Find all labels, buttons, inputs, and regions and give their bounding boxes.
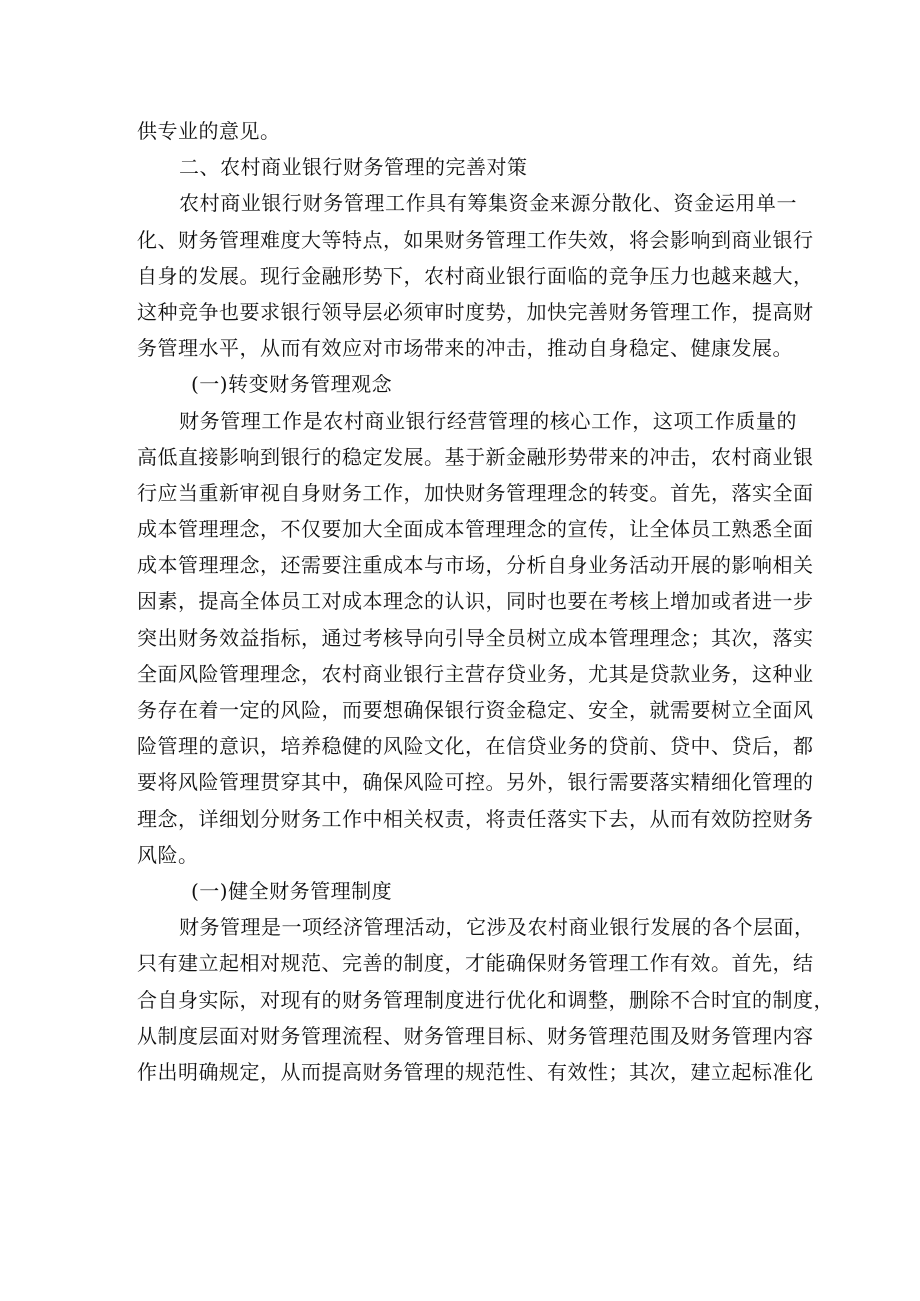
section-heading: 二、农村商业银行财务管理的完善对策 (179, 155, 528, 180)
text-line: 全面风险管理理念，农村商业银行主营存贷业务，尤其是贷款业务，这种业 (137, 661, 814, 686)
text-line: 成本管理理念，还需要注重成本与市场，分析自身业务活动开展的影响相关 (137, 553, 814, 578)
text-line: 要将风险管理贯穿其中，确保风险可控。另外，银行需要落实精细化管理的 (137, 770, 814, 795)
text-line: 财务管理工作是农村商业银行经营管理的核心工作，这项工作质量的 (179, 408, 797, 433)
text-line: 成本管理理念，不仅要加大全面成本管理理念的宣传，让全体员工熟悉全面 (137, 517, 814, 542)
text-line: 行应当重新审视自身财务工作，加快财务管理理念的转变。首先，落实全面 (137, 480, 814, 505)
text-line: 因素，提高全体员工对成本理念的认识，同时也要在考核上增加或者进一步 (137, 589, 814, 614)
text-line: 农村商业银行财务管理工作具有筹集资金来源分散化、资金运用单一 (179, 191, 797, 216)
text-line: 作出明确规定，从而提高财务管理的规范性、有效性；其次，建立起标准化 (137, 1059, 814, 1084)
text-line: 务管理水平，从而有效应对市场带来的冲击，推动自身稳定、健康发展。 (137, 336, 793, 361)
text-line: 自身的发展。现行金融形势下，农村商业银行面临的竞争压力也越来越大， (137, 263, 814, 288)
text-line: 从制度层面对财务管理流程、财务管理目标、财务管理范围及财务管理内容 (137, 1023, 814, 1048)
subsection-heading: (一)转变财务管理观念 (191, 372, 393, 397)
text-line: 险管理的意识，培养稳健的风险文化，在信贷业务的贷前、贷中、贷后，都 (137, 734, 814, 759)
subsection-heading: (一)健全财务管理制度 (191, 878, 393, 903)
document-page (137, 113, 834, 1090)
text-line: 风险。 (137, 842, 199, 867)
text-line: 化、财务管理难度大等特点，如果财务管理工作失效，将会影响到商业银行 (137, 227, 814, 252)
text-line: 突出财务效益指标，通过考核导向引导全员树立成本管理理念；其次，落实 (137, 625, 814, 650)
text-line: 这种竞争也要求银行领导层必须审时度势，加快完善财务管理工作，提高财 (137, 299, 814, 324)
text-line: 合自身实际，对现有的财务管理制度进行优化和调整，删除不合时宜的制度， (137, 987, 834, 1012)
text-line: 高低直接影响到银行的稳定发展。基于新金融形势带来的冲击，农村商业银 (137, 444, 814, 469)
text-line: 财务管理是一项经济管理活动，它涉及农村商业银行发展的各个层面， (179, 915, 815, 940)
text-line: 务存在着一定的风险，而要想确保银行资金稳定、安全，就需要树立全面风 (137, 698, 814, 722)
text-line: 只有建立起相对规范、完善的制度，才能确保财务管理工作有效。首先，结 (137, 951, 814, 976)
text-line: 理念，详细划分财务工作中相关权责，将责任落实下去，从而有效防控财务 (137, 806, 814, 831)
text-line: 供专业的意见。 (137, 119, 281, 143)
